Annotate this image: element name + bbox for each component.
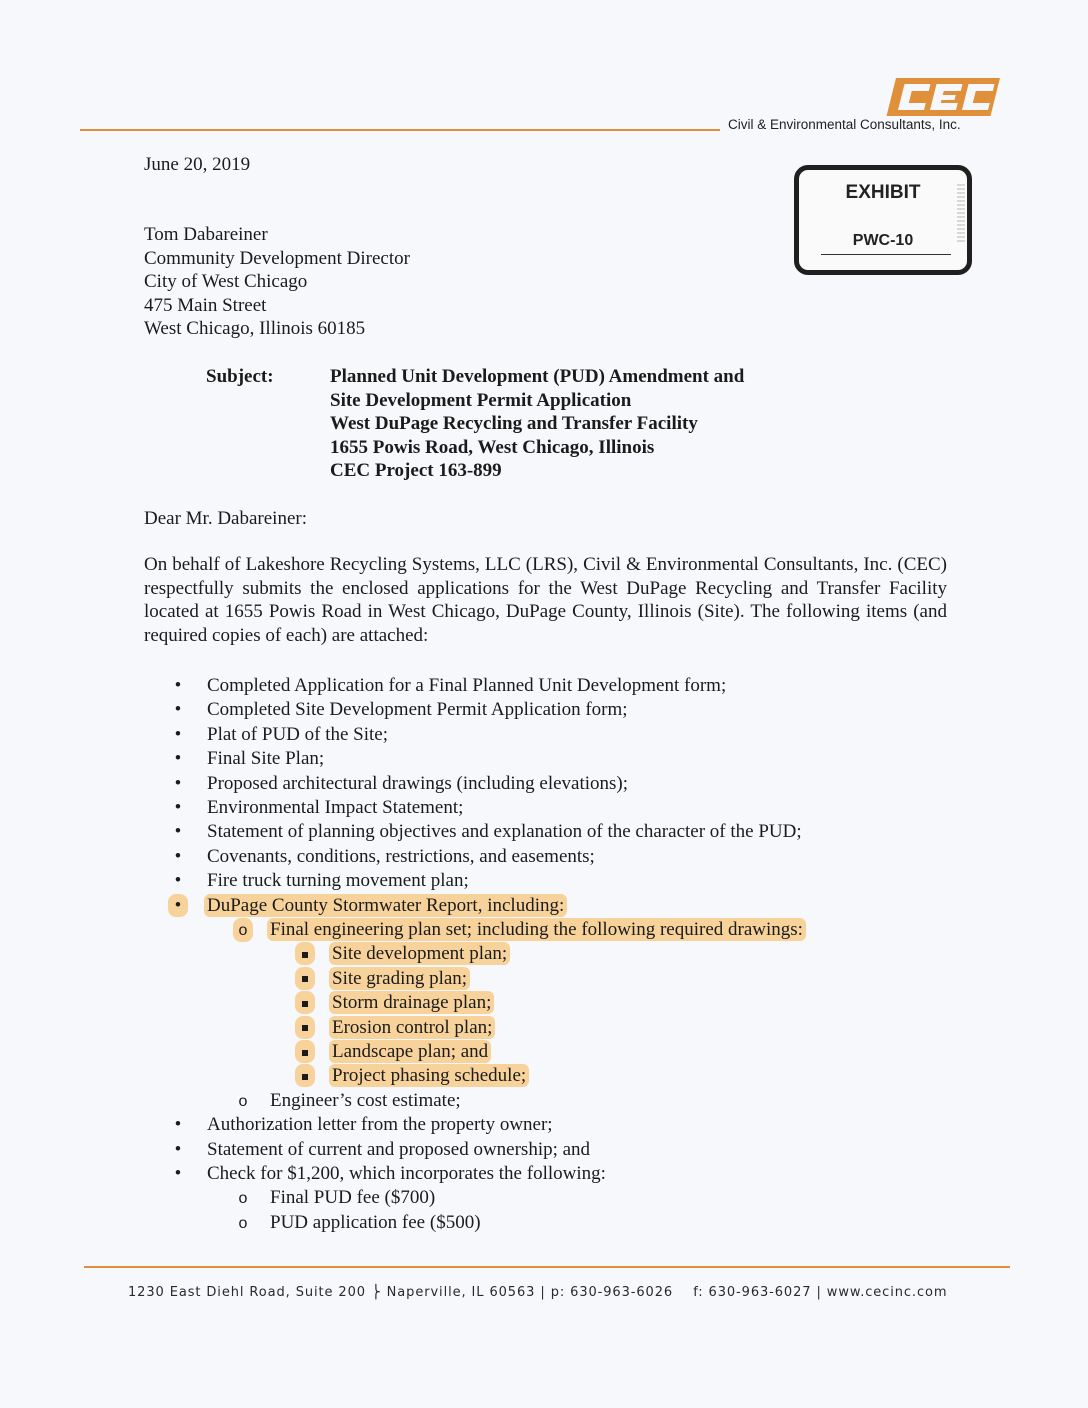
letter-date: June 20, 2019 bbox=[144, 154, 251, 175]
circle-bullet-icon: o bbox=[238, 1214, 248, 1232]
list-item-text: Storm drainage plan; bbox=[329, 991, 494, 1014]
list-item-text: Landscape plan; and bbox=[329, 1040, 491, 1063]
list-item-text: PUD application fee ($500) bbox=[270, 1211, 481, 1233]
subject-block bbox=[330, 365, 744, 483]
circle-bullet-icon: o bbox=[233, 918, 253, 942]
bullet-icon: • bbox=[174, 723, 182, 745]
bullet-icon: • bbox=[168, 894, 188, 917]
bullet-icon: • bbox=[174, 797, 182, 818]
list-item-text: Final engineering plan set; including the following required drawings: bbox=[267, 918, 806, 941]
recipient-line: West Chicago, Illinois 60185 bbox=[144, 318, 366, 340]
list-item-text: Final Site Plan; bbox=[207, 748, 325, 770]
recipient-line: 475 Main Street bbox=[144, 294, 267, 316]
bullet-icon: • bbox=[174, 821, 182, 843]
square-bullet-icon bbox=[295, 1040, 315, 1063]
bullet-icon: • bbox=[174, 870, 182, 892]
footer-website[interactable]: www.cecinc.com bbox=[826, 1285, 948, 1300]
footer-address: 1230 East Diehl Road, Suite 200 bbox=[128, 1285, 366, 1300]
footer-phone: p: 630-963-6026 bbox=[550, 1285, 674, 1300]
subject-label: Subject: bbox=[206, 366, 274, 387]
list-item-text: Statement of planning objectives and explanation of the character of the PUD; bbox=[207, 821, 802, 843]
list-item-text: Covenants, conditions, restrictions, and easements; bbox=[207, 845, 595, 867]
list-item-text: DuPage County Stormwater Report, including: bbox=[204, 894, 567, 917]
exhibit-sticker bbox=[794, 165, 972, 275]
list-item-text: Check for $1,200, which incorporates the following: bbox=[207, 1163, 606, 1184]
recipient-line: Community Development Director bbox=[144, 247, 410, 269]
list-item-text: Proposed architectural drawings (including elevations); bbox=[207, 772, 629, 794]
list-item-text: Authorization letter from the property owner; bbox=[207, 1114, 553, 1136]
list-item-text: Engineer’s cost estimate; bbox=[270, 1089, 461, 1111]
bullet-icon: • bbox=[174, 1163, 182, 1184]
footer-separator: ⎬ bbox=[370, 1285, 387, 1300]
list-item-text: Site development plan; bbox=[329, 942, 510, 965]
header-rule bbox=[80, 129, 720, 131]
subject-line: 1655 Powis Road, West Chicago, Illinois bbox=[330, 436, 655, 458]
greeting: Dear Mr. Dabareiner: bbox=[144, 508, 308, 529]
exhibit-title: EXHIBIT bbox=[845, 182, 921, 203]
bullet-icon: • bbox=[174, 1138, 182, 1160]
recipient-line: City of West Chicago bbox=[144, 271, 308, 293]
company-name: Civil & Environmental Consultants, Inc. bbox=[728, 117, 961, 132]
list-item-text: Completed Application for a Final Planned Unit Development form; bbox=[207, 675, 727, 696]
subject-line: West DuPage Recycling and Transfer Facility bbox=[330, 413, 698, 435]
bullet-icon: • bbox=[174, 845, 182, 867]
footer-city: Naperville, IL 60563 bbox=[386, 1285, 536, 1300]
subject-line: CEC Project 163-899 bbox=[330, 460, 502, 482]
exhibit-side-print bbox=[957, 184, 965, 244]
bullet-icon: • bbox=[174, 1114, 182, 1136]
exhibit-number: PWC-10 bbox=[852, 232, 914, 249]
footer-separator: | bbox=[540, 1285, 551, 1300]
subject-line: Planned Unit Development (PUD) Amendment and bbox=[330, 366, 745, 387]
bullet-icon: • bbox=[174, 772, 182, 794]
list-item-text: Statement of current and proposed ownership; and bbox=[207, 1138, 591, 1160]
list-item-text: Site grading plan; bbox=[329, 967, 470, 990]
circle-bullet-icon: o bbox=[238, 1190, 248, 1208]
cec-logo bbox=[884, 78, 1002, 116]
intro-paragraph: On behalf of Lakeshore Recycling Systems, LLC (LRS), Civil & Environmental Consultants, Inc. (CEC) respectfully submits the enclosed applications for the West DuPage Recycling and Transfer Facility located at 1655 Powis Road in West Chicago, DuPage County, Illinois (Site). The following items (and required copies of each) are attached: bbox=[144, 554, 947, 646]
bullet-icon: • bbox=[174, 675, 182, 696]
bullet-icon: • bbox=[174, 748, 182, 770]
footer-rule bbox=[84, 1266, 1010, 1268]
list-item-text: Plat of PUD of the Site; bbox=[207, 723, 389, 745]
subject-line: Site Development Permit Application bbox=[330, 389, 632, 411]
exhibit-signature-line bbox=[821, 254, 951, 255]
square-bullet-icon bbox=[295, 1064, 315, 1087]
circle-bullet-icon: o bbox=[238, 1092, 248, 1110]
list-item-text: Final PUD fee ($700) bbox=[270, 1187, 436, 1209]
square-bullet-icon bbox=[295, 967, 315, 990]
square-bullet-icon bbox=[295, 942, 315, 965]
square-bullet-icon bbox=[295, 991, 315, 1014]
list-item-text: Fire truck turning movement plan; bbox=[207, 870, 469, 892]
list-item-text: Completed Site Development Permit Application form; bbox=[207, 699, 628, 721]
recipient-line: Tom Dabareiner bbox=[144, 224, 268, 245]
list-item-text: Environmental Impact Statement; bbox=[207, 797, 464, 818]
bullet-icon: • bbox=[174, 699, 182, 721]
footer-separator: | bbox=[816, 1285, 827, 1300]
list-item-text: Project phasing schedule; bbox=[329, 1064, 529, 1087]
recipient-address bbox=[144, 223, 410, 341]
list-item-text: Erosion control plan; bbox=[329, 1016, 495, 1039]
footer-fax: f: 630-963-6027 bbox=[693, 1285, 812, 1300]
footer-contact bbox=[128, 1285, 947, 1300]
square-bullet-icon bbox=[295, 1016, 315, 1039]
